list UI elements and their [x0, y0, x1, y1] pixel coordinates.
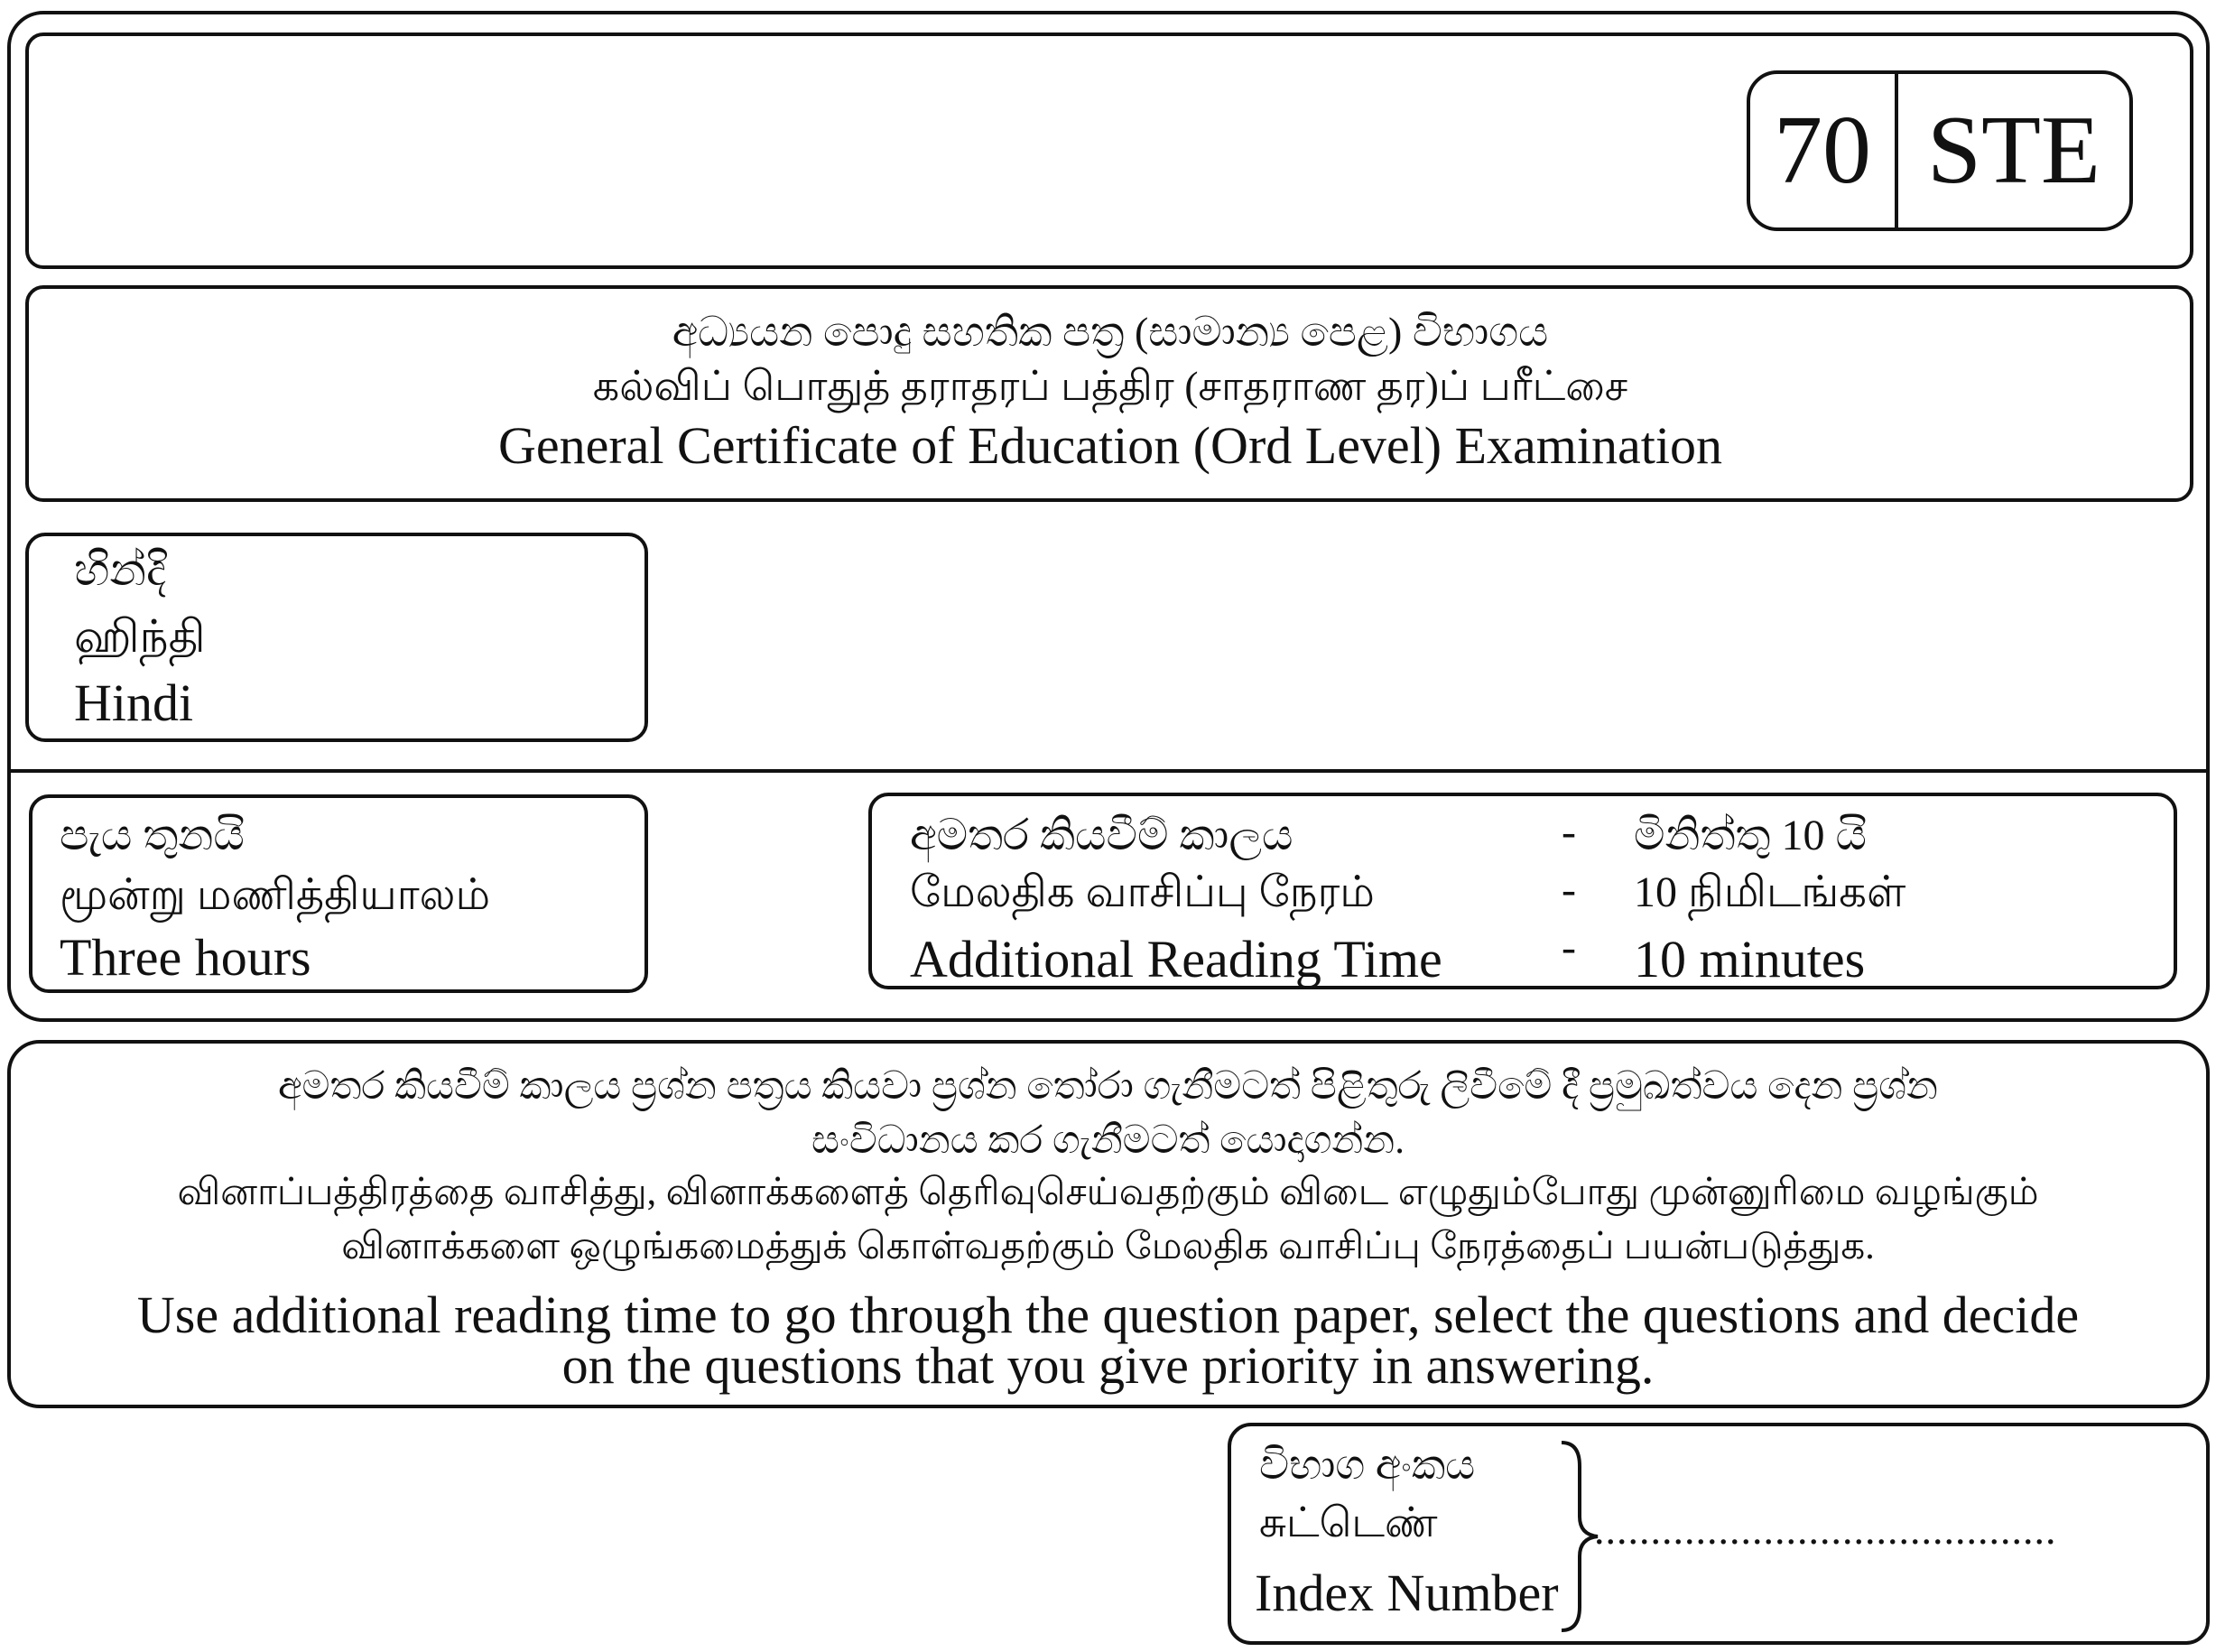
reading-time-value: මිනිත්තු 10 යි: [1634, 812, 1867, 859]
paper-code-box: [1747, 70, 2133, 231]
instructions-sinhala-line2: සංවිධානය කර ගැනීමටත් යොදාගන්න.: [811, 1119, 1405, 1162]
subject-sinhala: හින්දි: [74, 544, 167, 595]
reading-time-label: Additional Reading Time: [910, 930, 1442, 988]
reading-time-dash: -: [1562, 866, 1576, 914]
instructions-tamil-line2: வினாக்களை ஒழுங்கமைத்துக் கொள்வதற்கும் மேலதிக வாசிப்பு நேரத்தைப் பயன்படுத்துக.: [341, 1226, 1875, 1267]
duration-sinhala: පැය තුනයි: [60, 812, 245, 859]
paper-code: STE: [1926, 97, 2100, 204]
instructions-english-line2: on the questions that you give priority in answering.: [561, 1336, 1655, 1395]
reading-time-label: மேலதிக வாசிப்பு நேரம்: [910, 868, 1375, 916]
index-number-sinhala: විභාග අංකය: [1259, 1442, 1476, 1488]
reading-time-dash: -: [1562, 923, 1576, 971]
subject-english: Hindi: [74, 673, 194, 732]
exam-title-sinhala: අධ්‍යයන පොදු සහතික පත්‍ර (සාමාන්‍ය පෙළ) විභාගය: [672, 309, 1549, 355]
duration-tamil: மூன்று மணித்தியாலம்: [60, 871, 491, 919]
subject-tamil: ஹிந்தி: [74, 611, 206, 662]
duration-english: Three hours: [60, 928, 311, 987]
reading-time-value: 10 நிமிடங்கள்: [1634, 868, 1906, 916]
index-number-field[interactable]: .........................................: [1594, 1509, 2057, 1551]
section-divider: [7, 769, 2210, 773]
reading-time-label: අමතර කියවීම් කාලය: [910, 812, 1293, 859]
instructions-english-line1: Use additional reading time to go through the question paper, select the questions and decide: [136, 1285, 2080, 1344]
reading-time-dash: -: [1562, 808, 1576, 856]
index-number-tamil: சுட்டெண்: [1259, 1499, 1438, 1545]
paper-number: 70: [1774, 97, 1871, 204]
exam-title-english: General Certificate of Education (Ord Level) Examination: [498, 416, 1722, 475]
index-number-english: Index Number: [1255, 1564, 1559, 1622]
reading-time-value: 10 minutes: [1634, 930, 1866, 988]
exam-title-tamil: கல்விப் பொதுத் தராதரப் பத்திர (சாதராண தர)ப் பரீட்சை: [592, 363, 1628, 409]
instructions-tamil-line1: வினாப்பத்திரத்தை வாசித்து, வினாக்களைத் தெரிவுசெய்வதற்கும் விடை எழுதும்போது முன்னுரிமை வழங்கும்: [177, 1172, 2039, 1213]
instructions-sinhala-line1: අමතර කියවීම් කාලය ප්‍රශ්න පත්‍රය කියවා ප්‍රශ්න තෝරා ගැනීමටත් පිළිතුරු ලිවීමේ දී ප්‍රමුඛත්වය දෙන ප්‍රශ්න: [278, 1065, 1938, 1108]
